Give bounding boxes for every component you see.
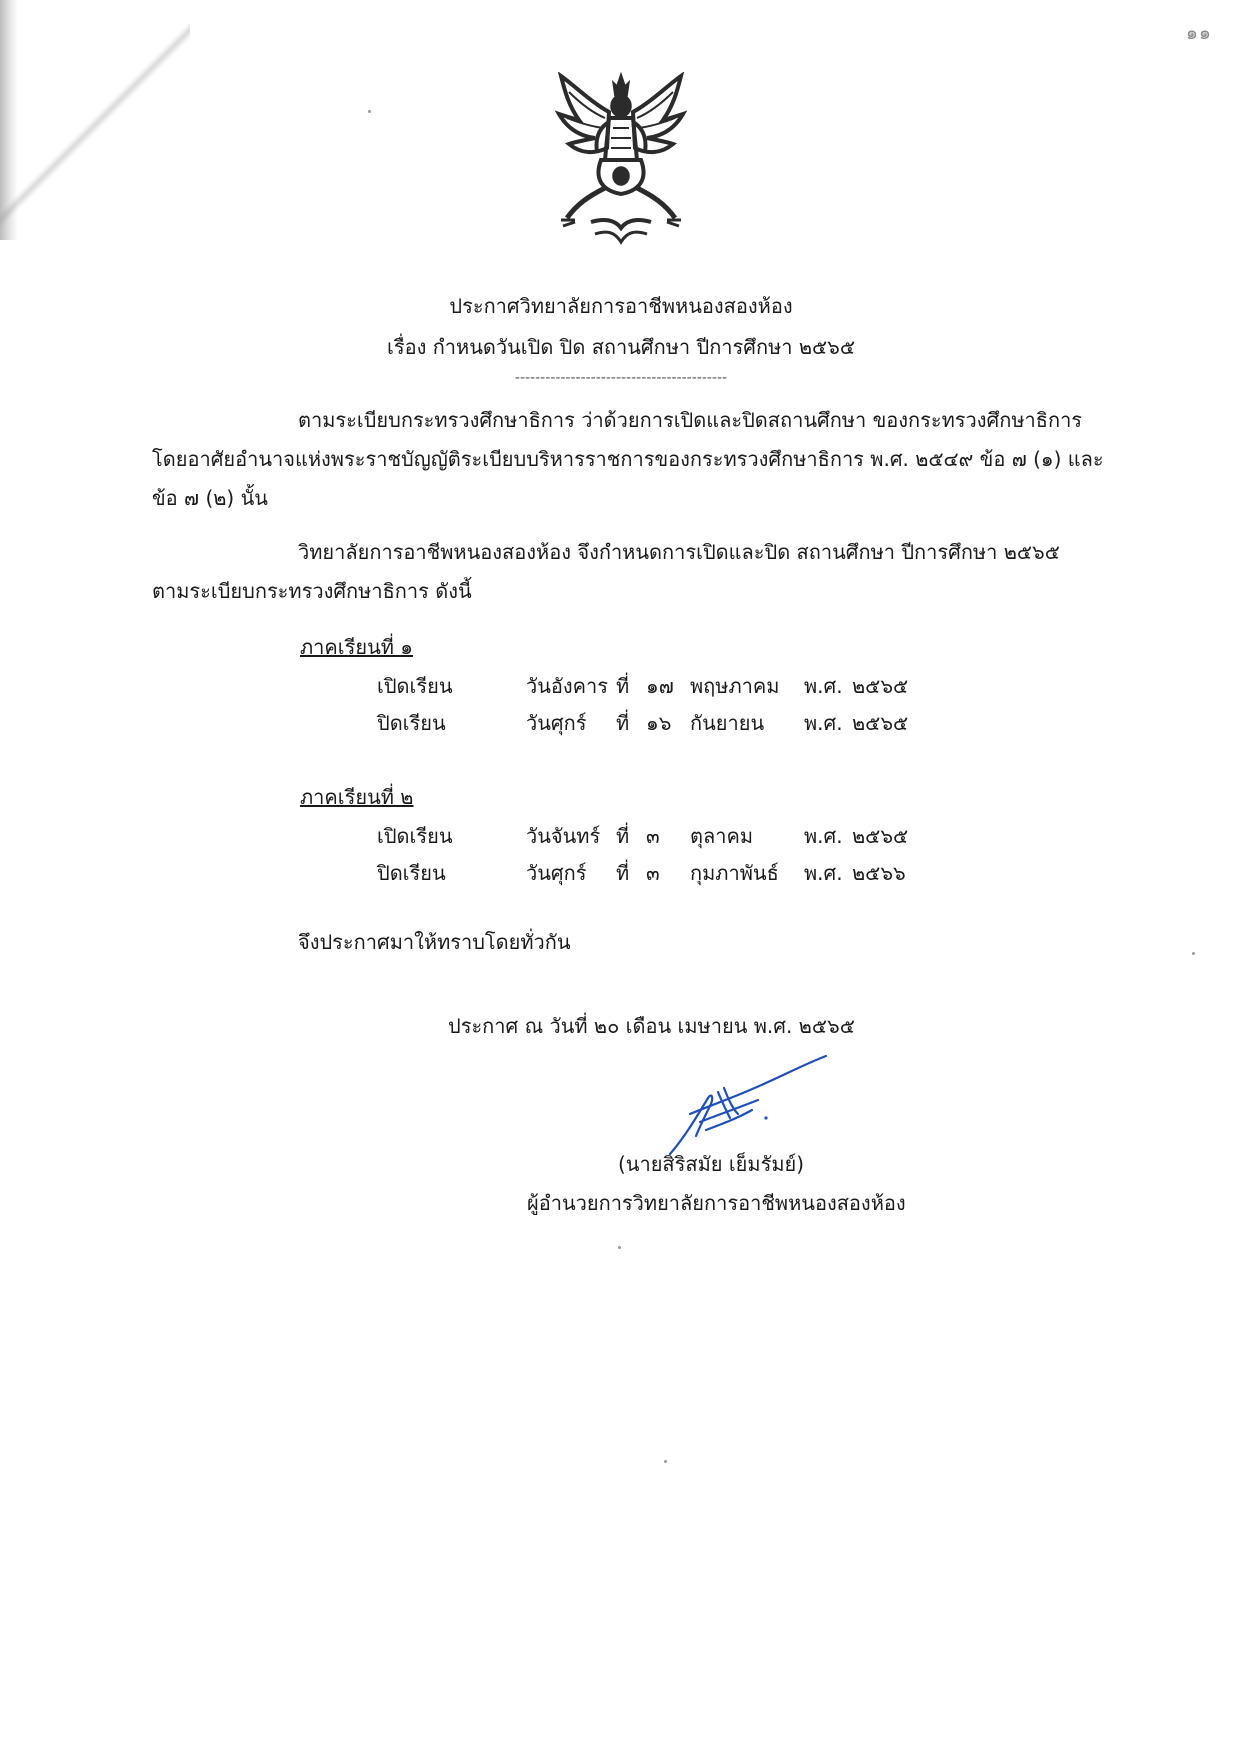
schedule-thi: ที่ (616, 711, 630, 735)
garuda-emblem-icon (555, 72, 687, 248)
schedule-be: พ.ศ. (804, 674, 843, 698)
schedule-month: ตุลาคม (690, 824, 754, 848)
announcement-subject: เรื่อง กำหนดวันเปิด ปิด สถานศึกษา ปีการศึกษา ๒๕๖๕ (386, 335, 856, 359)
schedule-action: ปิดเรียน (377, 861, 446, 885)
schedule-action: ปิดเรียน (377, 711, 446, 735)
schedule-day: วันอังคาร (526, 674, 609, 698)
schedule-date: ๓ (646, 824, 660, 848)
schedule-action: เปิดเรียน (377, 674, 453, 698)
schedule-year: ๒๕๖๖ (852, 861, 906, 885)
paragraph-2-line-2: ตามระเบียบกระทรวงศึกษาธิการ ดังนี้ (152, 579, 472, 603)
schedule-thi: ที่ (616, 861, 630, 885)
paragraph-2-line-1: วิทยาลัยการอาชีพหนองสองห้อง จึงกำหนดการเปิดและปิด สถานศึกษา ปีการศึกษา ๒๕๖๕ (298, 540, 1060, 564)
header-divider: ------------------------------------------ (514, 370, 728, 386)
paragraph-1-line-1: ตามระเบียบกระทรวงศึกษาธิการ ว่าด้วยการเปิดและปิดสถานศึกษา ของกระทรวงศึกษาธิการ (298, 408, 1083, 432)
schedule-month: กันยายน (690, 711, 765, 735)
paragraph-1-line-2: โดยอาศัยอำนาจแห่งพระราชบัญญัติระเบียบบริหารราชการของกระทรวงศึกษาธิการ พ.ศ. ๒๕๔๙ ข้อ ๗ (๑) และ (152, 447, 1104, 471)
scan-speck (368, 110, 371, 113)
schedule-be: พ.ศ. (804, 711, 843, 735)
schedule-year: ๒๕๖๕ (852, 824, 909, 848)
schedule-day: วันจันทร์ (526, 824, 601, 848)
announcement-title: ประกาศวิทยาลัยการอาชีพหนองสองห้อง (449, 294, 793, 318)
schedule-day: วันศุกร์ (526, 711, 587, 735)
paragraph-1-line-3: ข้อ ๗ (๒) นั้น (152, 486, 268, 510)
scan-speck (664, 1460, 667, 1463)
handwritten-signature-icon (660, 1052, 830, 1162)
schedule-thi: ที่ (616, 824, 630, 848)
schedule-action: เปิดเรียน (377, 824, 453, 848)
scan-speck (1192, 952, 1195, 955)
schedule-date: ๑๖ (646, 711, 672, 735)
schedule-date: ๑๗ (646, 674, 674, 698)
schedule-month: กุมภาพันธ์ (690, 861, 779, 885)
schedule-be: พ.ศ. (804, 861, 843, 885)
semester-2-heading: ภาคเรียนที่ ๒ (300, 785, 414, 809)
scan-speck (618, 1246, 621, 1249)
signer-name: (นายสิริสมัย เย็มรัมย์) (618, 1152, 805, 1176)
schedule-day: วันศุกร์ (526, 861, 587, 885)
page-number-mark: ๑๑ (1185, 22, 1212, 44)
schedule-year: ๒๕๖๕ (852, 674, 909, 698)
signer-position: ผู้อำนวยการวิทยาลัยการอาชีพหนองสองห้อง (527, 1191, 906, 1215)
semester-1-heading: ภาคเรียนที่ ๑ (300, 635, 413, 659)
announcement-date: ประกาศ ณ วันที่ ๒๐ เดือน เมษายน พ.ศ. ๒๕๖๕ (448, 1014, 855, 1038)
schedule-thi: ที่ (616, 674, 630, 698)
schedule-year: ๒๕๖๕ (852, 711, 909, 735)
scan-fold-line (0, 0, 190, 250)
schedule-month: พฤษภาคม (690, 674, 780, 698)
schedule-be: พ.ศ. (804, 824, 843, 848)
schedule-date: ๓ (646, 861, 660, 885)
closing-statement: จึงประกาศมาให้ทราบโดยทั่วกัน (298, 930, 571, 954)
